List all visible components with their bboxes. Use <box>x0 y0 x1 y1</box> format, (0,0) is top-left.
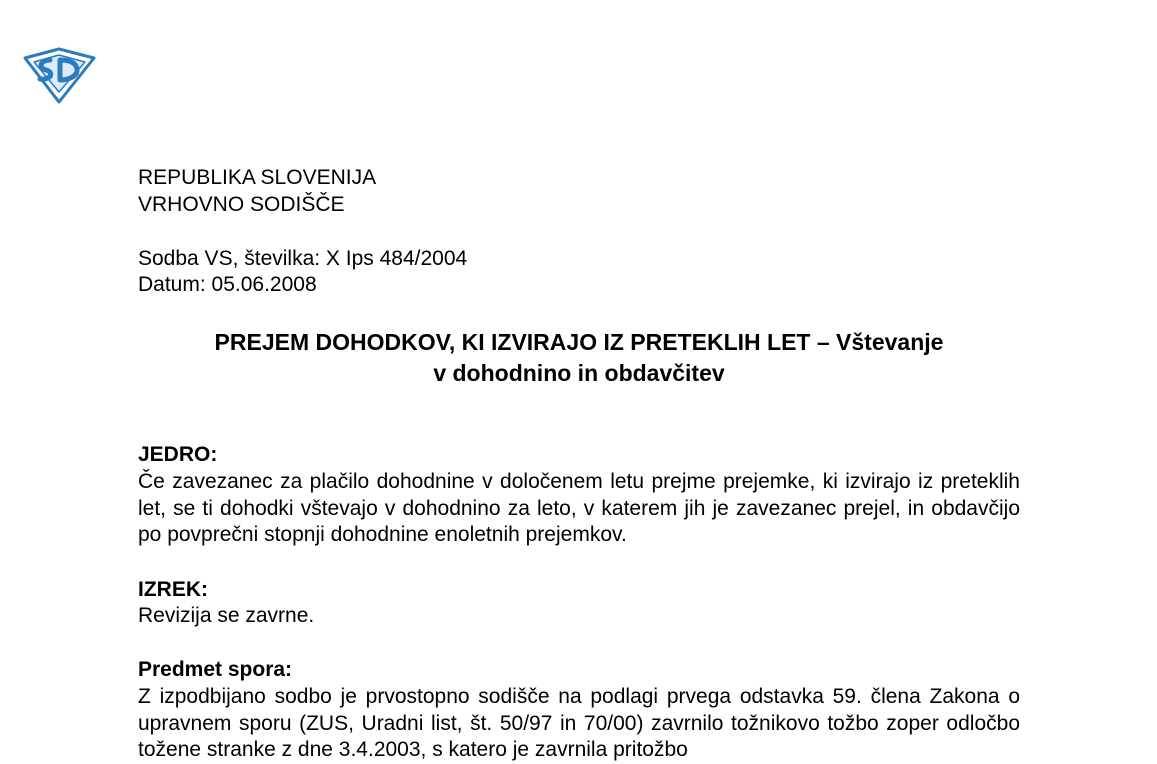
judgment-date: Datum: 05.06.2008 <box>138 273 317 296</box>
case-number: Sodba VS, številka: X Ips 484/2004 <box>138 247 468 270</box>
document-title <box>138 327 1020 389</box>
jedro-text: Če zavezanec za plačilo dohodnine v določenem letu prejme prejemke, ki izvirajo iz preteklih let, se ti dohodki vštevajo v dohodnino za leto, v katerem jih je zavezanec prejel, in obdavčijo po povprečni stopnji dohodnine enoletnih prejemkov. <box>138 470 1020 546</box>
jedro-heading: JEDRO: <box>138 443 218 466</box>
country-heading: REPUBLIKA SLOVENIJA <box>138 166 377 189</box>
izrek-text: Revizija se zavrne. <box>138 604 315 627</box>
izrek-heading: IZREK: <box>138 578 208 601</box>
title-line-2: v dohodnino in obdavčitev <box>433 360 725 386</box>
sd-logo-icon <box>22 48 96 104</box>
court-heading: VRHOVNO SODIŠČE <box>138 193 345 216</box>
title-line-1: PREJEM DOHODKOV, KI IZVIRAJO IZ PRETEKLIH LET – Vštevanje <box>214 329 944 355</box>
predmet-heading: Predmet spora: <box>138 658 293 681</box>
predmet-text: Z izpodbijano sodbo je prvostopno sodišče na podlagi prvega odstavka 59. člena Zakona o upravnem sporu (ZUS, Uradni list, št. 50/97 in 70/00) zavrnilo tožnikovo tožbo zoper odločbo tožene stranke z dne 3.4.2003, s katero je zavrnila pritožbo <box>138 685 1020 761</box>
